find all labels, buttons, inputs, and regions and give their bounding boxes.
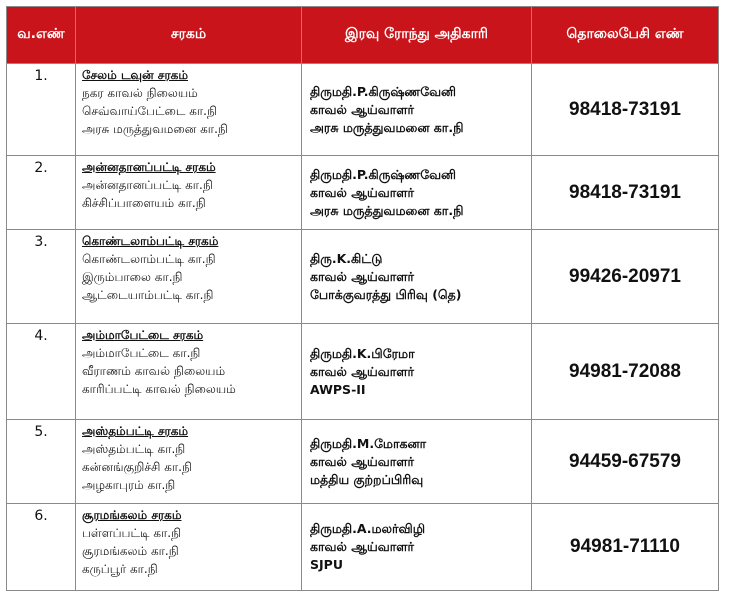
officer-rank: காவல் ஆய்வாளர் <box>310 268 415 284</box>
phone-number: 94981-71110 <box>532 504 719 591</box>
serial-number: 6. <box>7 504 76 591</box>
phone-number: 98418-73191 <box>532 64 719 156</box>
table-row <box>7 64 719 156</box>
officer-name: திரு.K.கிட்டு <box>310 250 383 266</box>
table-row <box>7 156 719 230</box>
night-patrol-table-container <box>6 6 718 591</box>
officer-rank: காவல் ஆய்வாளர் <box>310 363 415 379</box>
serial-number: 4. <box>7 324 76 420</box>
officer-name: திருமதி.P.கிருஷ்ணவேனி <box>310 83 457 99</box>
header-phone: தொலைபேசி எண் <box>532 7 719 64</box>
officer-name: திருமதி.M.மோகனா <box>310 435 427 451</box>
serial-number: 5. <box>7 420 76 504</box>
sector-station: கன்னங்குறிச்சி கா.நி <box>82 460 192 474</box>
officer-unit: மத்திய குற்றப்பிரிவு <box>310 471 424 487</box>
serial-number: 1. <box>7 64 76 156</box>
sector-station: கிச்சிப்பாளையம் கா.நி <box>82 196 206 210</box>
sector-station: வீராணம் காவல் நிலையம் <box>82 364 226 378</box>
sector-station: இரும்பாலை கா.நி <box>82 270 183 284</box>
phone-number: 94981-72088 <box>532 324 719 420</box>
sector-station: அன்னதானப்பட்டி கா.நி <box>82 178 213 192</box>
officer-unit: AWPS-II <box>310 381 366 397</box>
sector-title: அம்மாபேட்டை சரகம் <box>82 328 204 342</box>
officer-unit: அரசு மருத்துவமனை கா.நி <box>310 202 464 218</box>
sector-station: பள்ளப்பட்டி கா.நி <box>82 526 182 540</box>
header-officer: இரவு ரோந்து அதிகாரி <box>302 7 532 64</box>
sector-station: சூரமங்கலம் கா.நி <box>82 544 179 558</box>
officer-cell <box>302 420 532 504</box>
serial-number: 2. <box>7 156 76 230</box>
officer-rank: காவல் ஆய்வாளர் <box>310 453 415 469</box>
header-sector: சரகம் <box>76 7 302 64</box>
officer-name: திருமதி.P.கிருஷ்ணவேனி <box>310 166 457 182</box>
phone-number: 94459-67579 <box>532 420 719 504</box>
officer-cell <box>302 324 532 420</box>
sector-station: அரசு மருத்துவமனை கா.நி <box>82 122 228 136</box>
table-row <box>7 420 719 504</box>
table-row <box>7 230 719 324</box>
sector-cell <box>76 230 302 324</box>
sector-station: அஸ்தம்பட்டி கா.நி <box>82 442 186 456</box>
sector-station: அம்மாபேட்டை கா.நி <box>82 346 201 360</box>
officer-unit: SJPU <box>310 557 343 572</box>
officer-cell <box>302 230 532 324</box>
night-patrol-table <box>6 6 719 591</box>
sector-title: கொண்டலாம்பட்டி சரகம் <box>82 234 219 248</box>
officer-cell <box>302 64 532 156</box>
sector-station: செவ்வாய்பேட்டை கா.நி <box>82 104 217 118</box>
sector-station: நகர காவல் நிலையம் <box>82 86 198 100</box>
sector-title: அன்னதானப்பட்டி சரகம் <box>82 160 216 174</box>
sector-station: ஆட்டையாம்பட்டி கா.நி <box>82 288 214 302</box>
phone-number: 98418-73191 <box>532 156 719 230</box>
officer-name: திருமதி.K.பிரேமா <box>310 345 415 361</box>
officer-name: திருமதி.A.மலர்விழி <box>310 521 426 536</box>
sector-cell <box>76 64 302 156</box>
officer-unit: அரசு மருத்துவமனை கா.நி <box>310 119 464 135</box>
sector-station: அழகாபுரம் கா.நி <box>82 478 176 492</box>
table-row <box>7 504 719 591</box>
sector-cell <box>76 156 302 230</box>
officer-cell <box>302 156 532 230</box>
sector-station: கொண்டலாம்பட்டி கா.நி <box>82 252 216 266</box>
officer-rank: காவல் ஆய்வாளர் <box>310 539 415 554</box>
sector-title: சூரமங்கலம் சரகம் <box>82 508 182 522</box>
officer-cell <box>302 504 532 591</box>
sector-title: அஸ்தம்பட்டி சரகம் <box>82 424 189 438</box>
table-row <box>7 324 719 420</box>
officer-rank: காவல் ஆய்வாளர் <box>310 184 415 200</box>
header-serial: வ.எண் <box>7 7 76 64</box>
sector-station: கருப்பூர் கா.நி <box>82 562 158 576</box>
officer-unit: போக்குவரத்து பிரிவு (தெ) <box>310 286 462 302</box>
sector-cell <box>76 504 302 591</box>
sector-cell <box>76 420 302 504</box>
header-row <box>7 7 719 64</box>
serial-number: 3. <box>7 230 76 324</box>
sector-cell <box>76 324 302 420</box>
sector-title: சேலம் டவுன் சரகம் <box>82 68 188 82</box>
sector-station: காரிப்பட்டி காவல் நிலையம் <box>82 382 236 396</box>
officer-rank: காவல் ஆய்வாளர் <box>310 101 415 117</box>
phone-number: 99426-20971 <box>532 230 719 324</box>
